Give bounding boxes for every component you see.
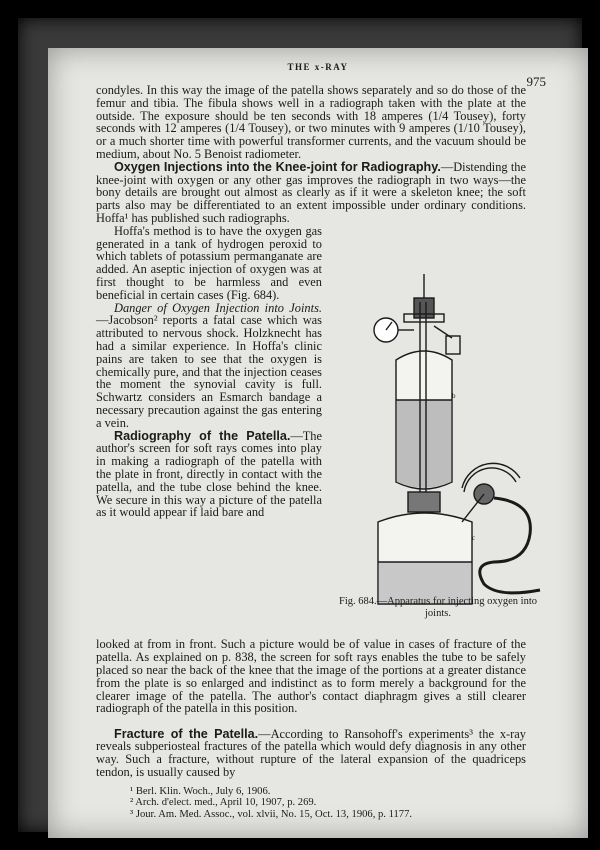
paragraph-danger bbox=[96, 302, 322, 430]
heading-fracture-patella: Fracture of the Patella. bbox=[114, 726, 259, 741]
paragraph-looked-at: looked at from in front. Such a picture would be of value in cases of fracture of the patella. As explained on p. 838, the screen for soft rays enables the tube to be safely placed so near the back of the knee that the image of the portions at a greater distance from the plate is so enlarged and indistinct as to form merely a background for the clearer image of the patella. The author's contact diaphragm gives a still clearer radiograph of the patella in this position. bbox=[96, 637, 526, 716]
footnote-1: ¹ Berl. Klin. Woch., July 6, 1906. bbox=[130, 786, 271, 797]
footnote-2: ² Arch. d'elect. med., April 10, 1907, p. 269. bbox=[130, 797, 317, 809]
svg-text:c: c bbox=[472, 534, 476, 542]
footnote-3: ³ Jour. Am. Med. Assoc., vol. xlvii, No. 15, Oct. 13, 1906, p. 1177. bbox=[130, 808, 413, 820]
paragraph-hoffa: Hoffa's method is to have the oxygen gas generated in a tank of hydrogen peroxid to which tablets of potassium permanganate are added. An aseptic injection of oxygen was at first thought to be harmless and even beneficial in certain cases (Fig. 684). bbox=[96, 223, 322, 302]
heading-danger: Danger of Oxygen Injection into Joints. bbox=[114, 300, 322, 315]
figure-caption: Fig. 684.—Apparatus for injecting oxygen into joints. bbox=[338, 596, 537, 619]
running-head: THE x-RAY bbox=[287, 62, 349, 72]
paragraph-radiography-text: —The author's screen for soft rays comes into play in making a radiograph of the patella with the plate in front, directly in contact with the patella, and the tube close behind the knee. We secure in this way a picture of the patella as it would appear if laid bare and bbox=[96, 428, 322, 520]
svg-text:b: b bbox=[452, 392, 456, 400]
paragraph-fracture-text: —According to Ransohoff's experiments³ the x-ray reveals subperiosteal fractures of the patella which would defy diagnosis in any other way. Such a fracture, without rupture of the lateral expansion of the quadriceps tendon, is usually caused by bbox=[96, 726, 526, 779]
heading-oxygen-injections: Oxygen Injections into the Knee-joint for Radiography. bbox=[114, 159, 441, 174]
text-bottom bbox=[96, 626, 526, 791]
heading-radiography-patella: Radiography of the Patella. bbox=[114, 428, 291, 443]
paragraph-radiography bbox=[96, 430, 322, 520]
paragraph-danger-text: —Jacobson² reports a fatal case which was attributed to nervous shock. Holzknecht has had a similar experience. In Hoffa's clinic pains are taken to see that the oxygen is chemically pure, and that the injection ceases the moment the synovial cavity is full. Schwartz considers an Esmarch bandage a necessary precaution against the gas entering a vein. bbox=[96, 313, 322, 430]
paragraph-oxygen-text: —Distending the knee-joint with oxygen or any other gas improves the radiograph in two ways—the bony details are brought out almost as clearly as if it were a skeleton knee; the soft parts also may be differentiated to an extent impossible under ordinary conditions. Hoffa¹ has published such radiographs. bbox=[96, 159, 526, 225]
photo-frame bbox=[18, 18, 582, 832]
paragraph-fracture bbox=[96, 728, 526, 779]
paragraph-condyles: condyles. In this way the image of the patella shows separately and so do those of the femur and tibia. The fibula shows well in a radiograph taken with the plate at the outside. The exposure should be ten seconds with 18 amperes (1/4 Tousey), forty seconds with 12 amperes (1/4 Tousey), or two minutes with 9 amperes (1/10 Tousey), or a much shorter time with powerful transformer currents, and the vacuum should be medium, about No. 5 Benoist radiometer. bbox=[96, 83, 526, 161]
paragraph-oxygen bbox=[96, 161, 526, 225]
page-number: 975 bbox=[526, 74, 546, 89]
book-page bbox=[48, 48, 588, 838]
figure-apparatus bbox=[334, 272, 542, 612]
footnotes bbox=[130, 786, 520, 820]
